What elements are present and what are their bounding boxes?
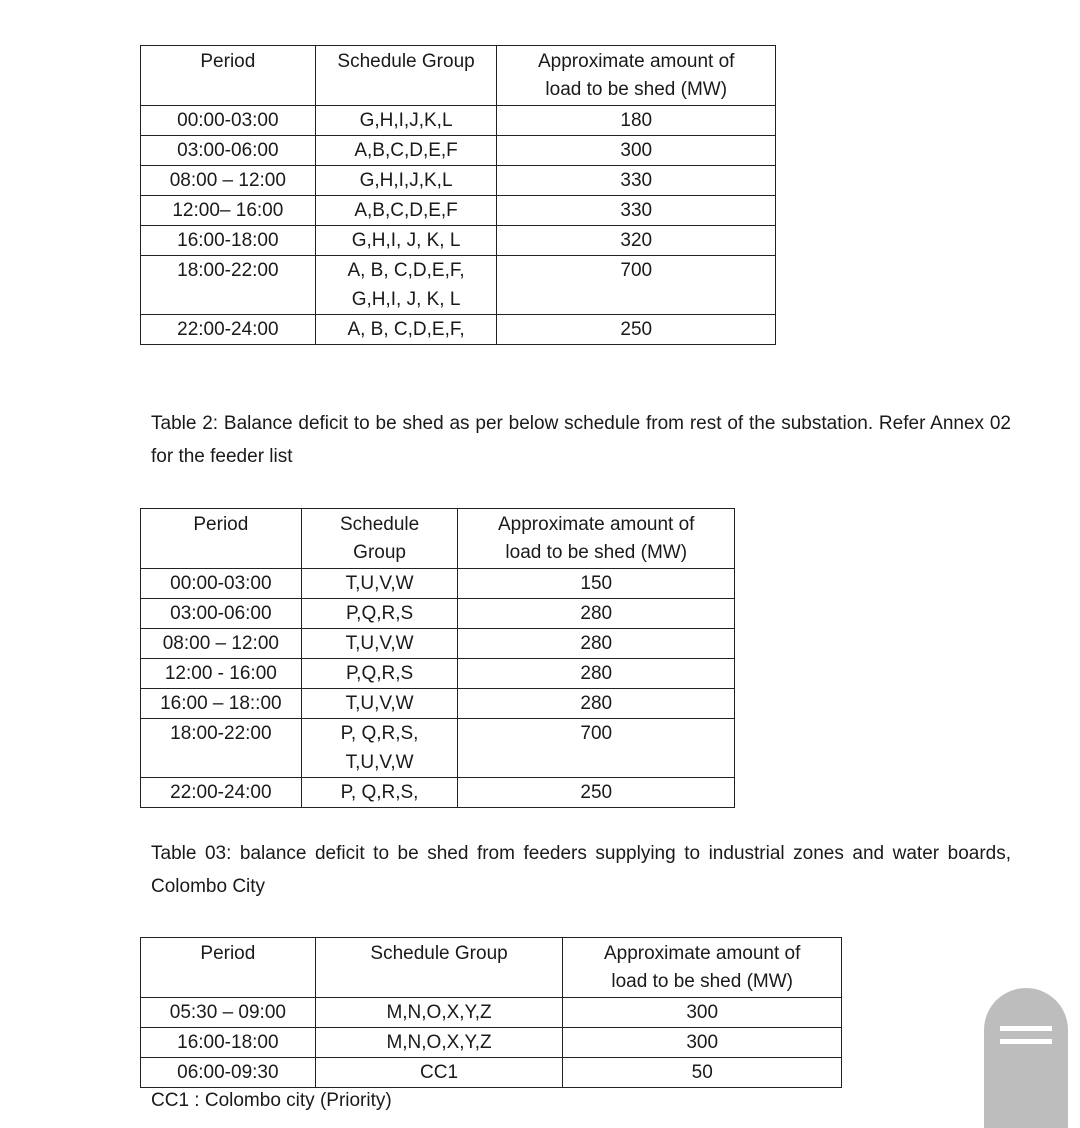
schedule-group-cell: G,H,I,J,K,L: [315, 106, 497, 136]
header-period: Period: [141, 938, 316, 998]
period-cell: 16:00-18:00: [141, 226, 316, 256]
table-row: [141, 315, 776, 345]
period-cell: 22:00-24:00: [141, 315, 316, 345]
footnote-cc1: CC1 : Colombo city (Priority): [151, 1090, 392, 1111]
load-shedding-table-3: [140, 937, 842, 1088]
load-amount-cell: 280: [458, 599, 735, 629]
table-row: [141, 106, 776, 136]
handle-grip-icon: [1000, 1039, 1052, 1044]
load-amount-cell: 300: [563, 1028, 842, 1058]
table-header-row: [141, 509, 735, 569]
schedule-group-cell: T,U,V,W: [301, 689, 458, 719]
load-shedding-table-1: [140, 45, 776, 345]
load-amount-cell: 330: [497, 196, 776, 226]
load-amount-cell: 300: [563, 998, 842, 1028]
header-load-amount: Approximate amount of load to be shed (MW): [458, 509, 735, 569]
header-schedule-group: Schedule Group: [301, 509, 458, 569]
schedule-group-cell: M,N,O,X,Y,Z: [315, 998, 563, 1028]
table-row: [141, 778, 735, 808]
schedule-group-cell: CC1: [315, 1058, 563, 1088]
period-cell: 12:00 - 16:00: [141, 659, 302, 689]
period-cell: 16:00-18:00: [141, 1028, 316, 1058]
table-header-row: [141, 46, 776, 106]
schedule-group-cell: A, B, C,D,E,F,: [315, 315, 497, 345]
table-2-caption: Table 2: Balance deficit to be shed as per below schedule from rest of the substation. Refer Annex 02 for the feeder list: [151, 413, 1011, 467]
period-cell: 08:00 – 12:00: [141, 629, 302, 659]
period-cell: 18:00-22:00: [141, 256, 316, 315]
load-amount-cell: 700: [497, 256, 776, 315]
schedule-group-cell: G,H,I, J, K, L: [315, 226, 497, 256]
header-period: Period: [141, 509, 302, 569]
period-cell: 08:00 – 12:00: [141, 166, 316, 196]
load-amount-cell: 330: [497, 166, 776, 196]
table-row: [141, 659, 735, 689]
table-row: [141, 256, 776, 315]
schedule-group-cell: A, B, C,D,E,F, G,H,I, J, K, L: [315, 256, 497, 315]
table-row: [141, 569, 735, 599]
table-row: [141, 719, 735, 778]
schedule-group-cell: G,H,I,J,K,L: [315, 166, 497, 196]
header-load-amount: Approximate amount of load to be shed (MW): [497, 46, 776, 106]
table-header-row: [141, 938, 842, 998]
load-amount-cell: 300: [497, 136, 776, 166]
table-row: [141, 689, 735, 719]
header-load-amount: Approximate amount of load to be shed (MW): [563, 938, 842, 998]
period-cell: 00:00-03:00: [141, 569, 302, 599]
header-period: Period: [141, 46, 316, 106]
period-cell: 12:00– 16:00: [141, 196, 316, 226]
schedule-group-cell: P,Q,R,S: [301, 659, 458, 689]
schedule-group-cell: M,N,O,X,Y,Z: [315, 1028, 563, 1058]
load-amount-cell: 320: [497, 226, 776, 256]
table-row: [141, 998, 842, 1028]
load-amount-cell: 50: [563, 1058, 842, 1088]
table-row: [141, 196, 776, 226]
period-cell: 22:00-24:00: [141, 778, 302, 808]
load-amount-cell: 250: [497, 315, 776, 345]
drag-handle[interactable]: [984, 988, 1068, 1128]
schedule-group-cell: A,B,C,D,E,F: [315, 196, 497, 226]
load-amount-cell: 250: [458, 778, 735, 808]
table-row: [141, 599, 735, 629]
load-amount-cell: 150: [458, 569, 735, 599]
table-row: [141, 1058, 842, 1088]
period-cell: 03:00-06:00: [141, 136, 316, 166]
header-schedule-group: Schedule Group: [315, 46, 497, 106]
schedule-group-cell: T,U,V,W: [301, 569, 458, 599]
schedule-group-cell: P, Q,R,S,: [301, 778, 458, 808]
schedule-group-cell: P, Q,R,S, T,U,V,W: [301, 719, 458, 778]
table-row: [141, 1028, 842, 1058]
schedule-group-cell: A,B,C,D,E,F: [315, 136, 497, 166]
period-cell: 03:00-06:00: [141, 599, 302, 629]
table-row: [141, 136, 776, 166]
schedule-group-cell: T,U,V,W: [301, 629, 458, 659]
table-row: [141, 166, 776, 196]
schedule-group-cell: P,Q,R,S: [301, 599, 458, 629]
period-cell: 18:00-22:00: [141, 719, 302, 778]
load-amount-cell: 280: [458, 629, 735, 659]
period-cell: 05:30 – 09:00: [141, 998, 316, 1028]
table-3-caption: Table 03: balance deficit to be shed from feeders supplying to industrial zones and water boards, Colombo City: [151, 843, 1011, 897]
period-cell: 00:00-03:00: [141, 106, 316, 136]
header-schedule-group: Schedule Group: [315, 938, 563, 998]
load-amount-cell: 180: [497, 106, 776, 136]
load-amount-cell: 280: [458, 689, 735, 719]
period-cell: 06:00-09:30: [141, 1058, 316, 1088]
load-shedding-table-2: [140, 508, 735, 808]
handle-grip-icon: [1000, 1026, 1052, 1031]
load-amount-cell: 700: [458, 719, 735, 778]
table-row: [141, 226, 776, 256]
period-cell: 16:00 – 18::00: [141, 689, 302, 719]
load-amount-cell: 280: [458, 659, 735, 689]
table-row: [141, 629, 735, 659]
